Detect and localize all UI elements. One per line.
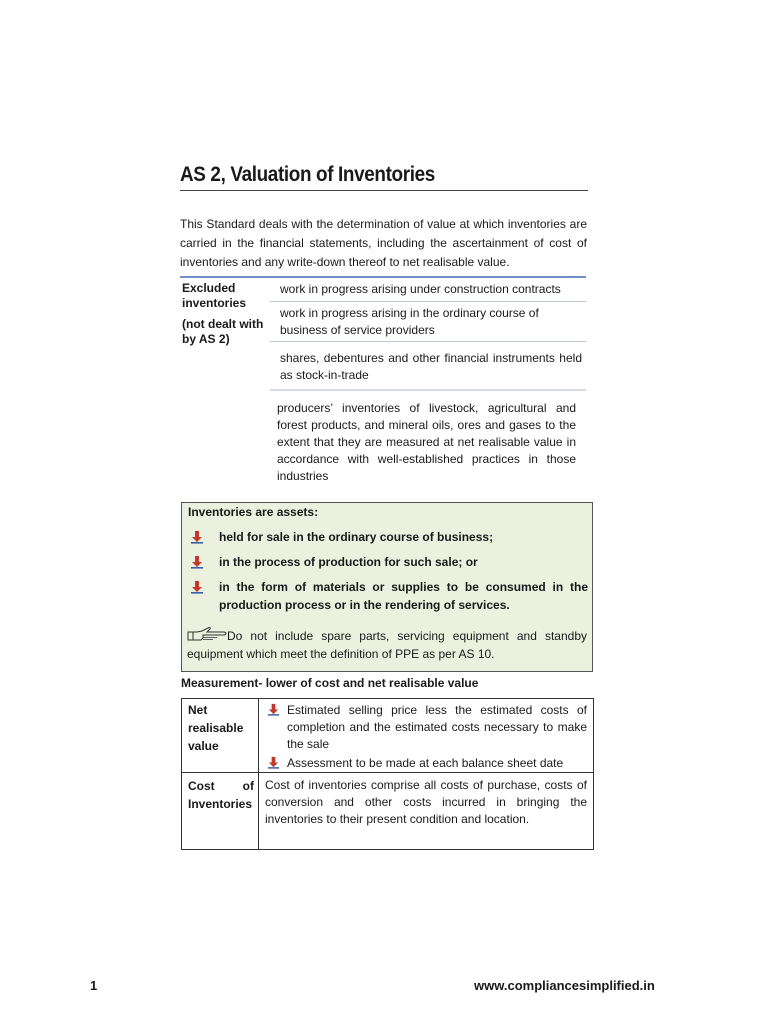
nrv-bullet-item: Assessment to be made at each balance sheet date (267, 755, 587, 772)
assets-box-heading: Inventories are assets: (188, 505, 319, 519)
arrow-bullet-icon (190, 555, 204, 569)
pointing-hand-icon (187, 627, 227, 641)
arrow-bullet-icon (190, 530, 204, 544)
excluded-label (182, 281, 264, 347)
cost-description: Cost of inventories comprise all costs of purchase, costs of conversion and other costs incurred in bringing the inventories to their present condition and location. (265, 778, 587, 826)
title-underline (180, 190, 588, 191)
excluded-label-title: Excluded inventories (182, 281, 247, 310)
arrow-bullet-icon (267, 703, 280, 716)
excluded-divider (270, 341, 586, 342)
nrv-bullet-item: Estimated selling price less the estimated costs of completion and the estimated costs necessary to make the sale (267, 702, 587, 753)
table-row-divider (181, 772, 594, 773)
measurement-heading: Measurement- lower of cost and net realisable value (181, 676, 479, 690)
arrow-bullet-icon (267, 756, 280, 769)
nrv-label: Net realisable value (188, 703, 244, 753)
assets-note-text: Do not include spare parts, servicing equipment and standby equipment which meet the definition of PPE as per AS 10. (187, 629, 587, 661)
excluded-divider (270, 301, 586, 302)
excluded-item: shares, debentures and other financial instruments held as stock-in-trade (280, 351, 582, 382)
excluded-item: producers’ inventories of livestock, agricultural and forest products, and mineral oils, ores and gases to the extent that they are measured at net realisable value in accordance with well-established practices in those industries (277, 401, 576, 483)
arrow-bullet-icon (190, 580, 204, 594)
excluded-label-note: (not dealt with by AS 2) (182, 317, 264, 346)
excluded-divider (270, 389, 586, 391)
website-link[interactable]: www.compliancesimplified.in (474, 978, 655, 993)
nrv-bullets (267, 702, 587, 772)
excluded-item: work in progress arising in the ordinary course of business of service providers (280, 306, 539, 337)
table-column-divider (258, 698, 259, 850)
assets-list-item: in the form of materials or supplies to be consumed in the production process or in the rendering of services. (190, 578, 588, 614)
assets-list-item: in the process of production for such sale; or (190, 553, 588, 571)
excluded-section-top-rule (180, 276, 586, 278)
assets-list-item: held for sale in the ordinary course of business; (190, 528, 588, 546)
page-title: AS 2, Valuation of Inventories (180, 163, 435, 186)
cost-label: Cost of Inventories (188, 779, 254, 811)
intro-paragraph: This Standard deals with the determination of value at which inventories are carried in the financial statements, including the ascertainment of cost of inventories and any write-down thereof to net realisable value. (180, 217, 587, 269)
assets-note (187, 627, 587, 663)
page-number: 1 (90, 978, 98, 993)
excluded-item: work in progress arising under construction contracts (280, 282, 561, 296)
